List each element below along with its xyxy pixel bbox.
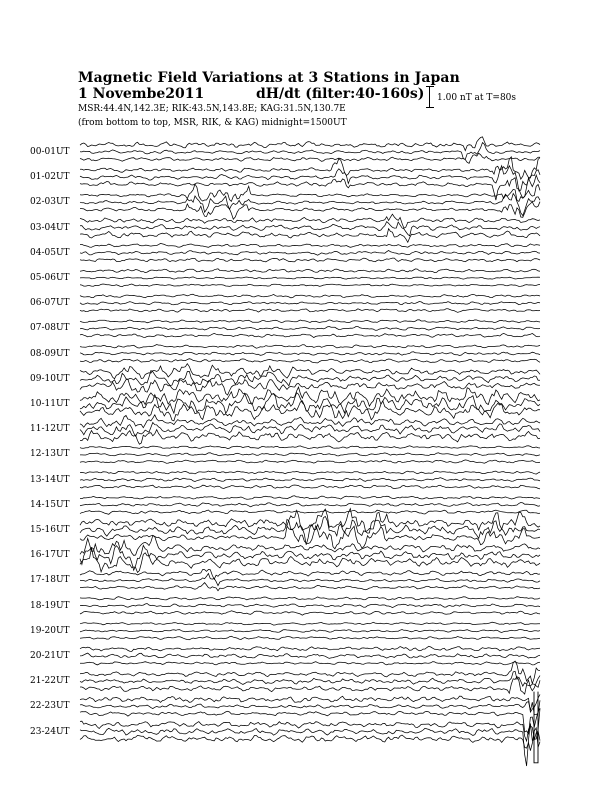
trace-line bbox=[80, 510, 540, 514]
hour-label: 02-03UT bbox=[30, 197, 70, 208]
trace-line bbox=[80, 496, 540, 499]
hour-label: 07-08UT bbox=[30, 323, 70, 334]
trace-line bbox=[80, 345, 540, 349]
trace-line bbox=[80, 630, 540, 633]
hour-label: 01-02UT bbox=[30, 172, 70, 183]
hour-label: 14-15UT bbox=[30, 499, 70, 510]
trace-line bbox=[80, 359, 540, 363]
hour-label: 15-16UT bbox=[30, 525, 70, 535]
trace-line bbox=[80, 157, 540, 179]
trace-line bbox=[80, 229, 540, 243]
trace-line bbox=[80, 662, 540, 665]
trace-line bbox=[80, 294, 540, 298]
trace-line bbox=[80, 309, 540, 313]
trace-line bbox=[80, 604, 540, 608]
trace-line bbox=[80, 352, 540, 356]
hour-label: 04-05UT bbox=[30, 247, 70, 258]
hour-label: 13-14UT bbox=[30, 474, 70, 485]
trace-line bbox=[80, 661, 540, 684]
trace-line bbox=[80, 258, 540, 262]
hour-label: 23-24UT bbox=[30, 726, 70, 737]
trace-line bbox=[80, 284, 540, 287]
hour-label: 16-17UT bbox=[30, 550, 70, 561]
trace-line bbox=[80, 478, 540, 482]
trace-line bbox=[80, 611, 540, 615]
trace-line bbox=[80, 302, 540, 305]
trace-line bbox=[80, 379, 540, 395]
trace-line bbox=[80, 202, 540, 220]
trace-line bbox=[80, 277, 540, 279]
trace-line bbox=[80, 137, 540, 151]
hour-label: 12-13UT bbox=[30, 449, 70, 460]
trace-line bbox=[80, 387, 540, 406]
trace-line bbox=[80, 327, 540, 331]
trace-line bbox=[80, 694, 540, 712]
trace-line bbox=[80, 597, 540, 600]
trace-line bbox=[80, 243, 540, 247]
hour-label: 08-09UT bbox=[30, 348, 70, 359]
trace-line bbox=[80, 446, 540, 449]
hour-label: 20-21UT bbox=[30, 651, 70, 661]
chart-title: Magnetic Field Variations at 3 Stations in Japan bbox=[78, 70, 460, 86]
date-line: 1 Novembe2011 bbox=[78, 86, 205, 102]
trace-line bbox=[80, 583, 540, 591]
hour-label: 03-04UT bbox=[30, 222, 70, 233]
trace-line bbox=[80, 646, 540, 651]
hour-label: 06-07UT bbox=[30, 298, 70, 309]
trace-line bbox=[80, 471, 540, 474]
trace-line bbox=[80, 423, 540, 437]
stations-line: MSR:44.4N,142.3E; RIK:43.5N,143.8E; KAG:31.5N,130.7E bbox=[78, 104, 346, 114]
hour-label: 10-11UT bbox=[30, 399, 70, 409]
trace-line bbox=[80, 320, 540, 323]
trace-line bbox=[80, 222, 540, 236]
trace-line bbox=[80, 503, 540, 507]
trace-line bbox=[80, 184, 540, 201]
trace-line bbox=[534, 692, 538, 763]
trace-line bbox=[80, 708, 540, 741]
trace-line bbox=[80, 333, 540, 337]
hour-label: 11-12UT bbox=[30, 424, 70, 435]
hour-label: 00-01UT bbox=[30, 147, 70, 157]
trace-line bbox=[80, 401, 540, 421]
order-note: (from bottom to top, MSR, RIK, & KAG) midnight=1500UT bbox=[78, 118, 347, 128]
hour-label: 19-20UT bbox=[30, 625, 70, 636]
trace-line bbox=[80, 653, 540, 658]
trace-line bbox=[80, 251, 540, 256]
trace-line bbox=[80, 723, 540, 766]
trace-line bbox=[80, 677, 540, 695]
trace-line bbox=[80, 622, 540, 625]
scale-label: 1.00 nT at T=80s bbox=[437, 93, 517, 103]
trace-line bbox=[80, 636, 540, 639]
trace-line bbox=[80, 536, 540, 556]
hour-label: 21-22UT bbox=[30, 676, 70, 687]
quantity-line: dH/dt (filter:40-160s) bbox=[256, 86, 425, 102]
trace-line bbox=[80, 453, 540, 456]
trace-line bbox=[80, 153, 540, 163]
trace-line bbox=[80, 415, 540, 428]
trace-line bbox=[80, 728, 540, 751]
trace-line bbox=[80, 516, 540, 544]
hour-label: 17-18UT bbox=[30, 575, 70, 586]
hour-label: 09-10UT bbox=[30, 373, 70, 384]
trace-line bbox=[80, 269, 540, 273]
trace-line bbox=[80, 175, 540, 200]
trace-line bbox=[80, 460, 540, 463]
trace-line bbox=[80, 485, 540, 489]
trace-line bbox=[80, 570, 540, 580]
hour-label: 18-19UT bbox=[30, 600, 70, 611]
hour-label: 22-23UT bbox=[30, 701, 70, 712]
hour-label: 05-06UT bbox=[30, 273, 70, 283]
trace-line bbox=[80, 574, 540, 586]
trace-line bbox=[80, 547, 540, 572]
